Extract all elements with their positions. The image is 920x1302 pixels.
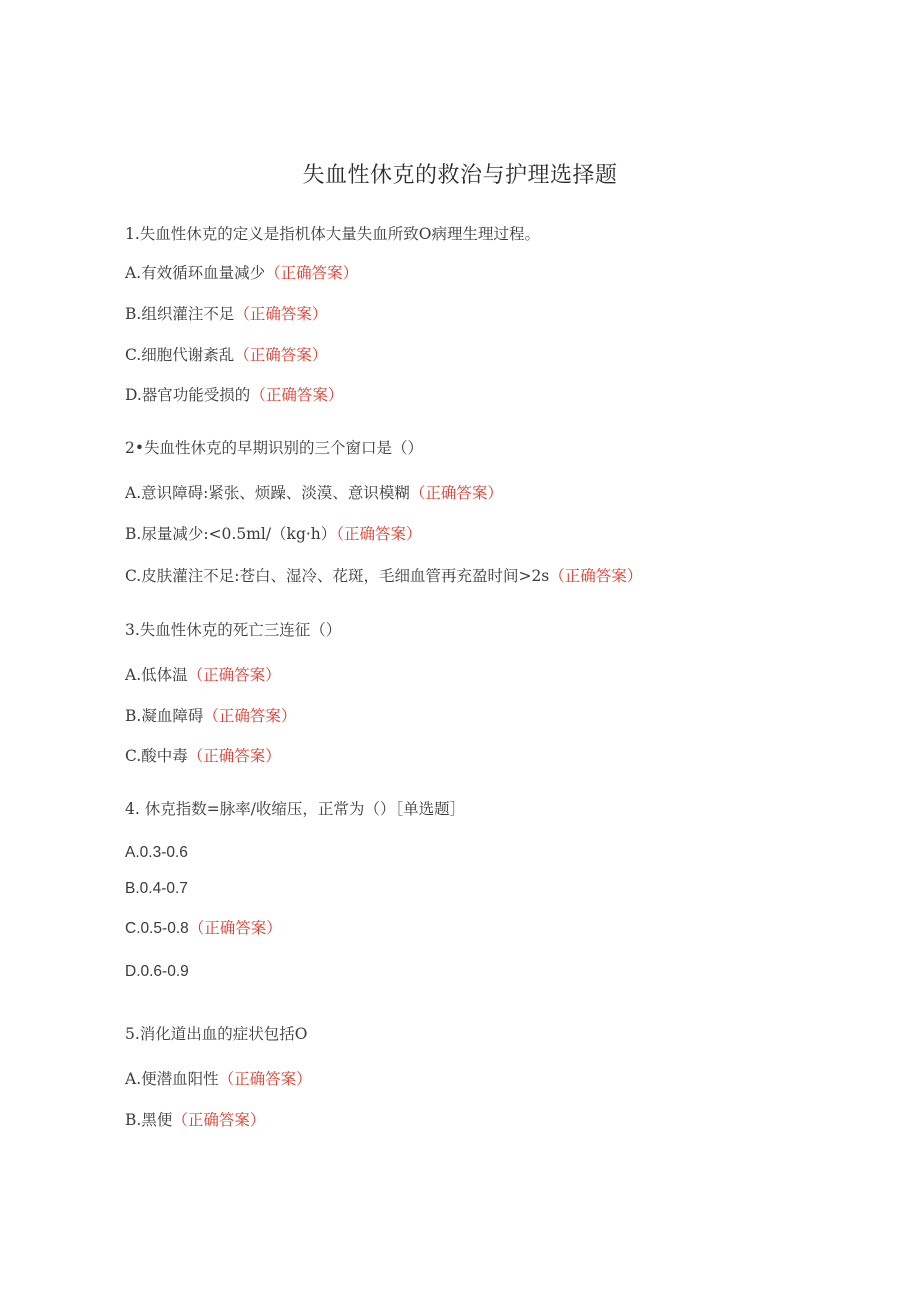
- document-title: 失血性休克的救治与护理选择题: [302, 163, 618, 188]
- question-4-option-d: [125, 961, 189, 983]
- question-4-option-a: [125, 842, 188, 864]
- question-5-option-a: [125, 1068, 312, 1090]
- correct-answer-mark: （正确答案）: [549, 567, 643, 585]
- question-3-option-c: [125, 745, 281, 767]
- option-text: A.0.3-0.6: [125, 844, 188, 861]
- question-4-option-b: [125, 878, 188, 900]
- option-text: C.皮肤灌注不足:苍白、湿冷、花斑，毛细血管再充盈时间>2s: [125, 567, 550, 585]
- question-1-stem: 1.失血性休克的定义是指机体大量失血所致O病理生理过程。: [125, 225, 540, 243]
- correct-answer-mark: （正确答案）: [409, 484, 503, 502]
- question-5-option-b: [125, 1109, 265, 1131]
- correct-answer-mark: （正确答案）: [172, 1111, 266, 1129]
- question-5-stem: 5.消化道出血的症状包括O: [125, 1025, 308, 1043]
- question-1-option-d: [125, 384, 343, 406]
- question-2-option-b: [125, 523, 422, 545]
- option-text: C.0.5-0.8: [125, 920, 189, 937]
- option-text: B.尿量减少:<0.5ml/（kg·h）: [125, 525, 337, 543]
- question-4-option-c: [125, 917, 282, 940]
- option-text: C.酸中毒: [125, 747, 188, 765]
- option-text: A.便潜血阳性: [125, 1070, 219, 1088]
- question-3-stem: 3.失血性休克的死亡三连征（）: [125, 621, 342, 639]
- correct-answer-mark: （正确答案）: [250, 386, 344, 404]
- correct-answer-mark: （正确答案）: [218, 1070, 312, 1088]
- question-2-stem: 2•失血性休克的早期识别的三个窗口是（）: [125, 439, 424, 457]
- correct-answer-mark: （正确答案）: [187, 747, 281, 765]
- correct-answer-mark: （正确答案）: [203, 707, 297, 725]
- correct-answer-mark: （正确答案）: [234, 346, 328, 364]
- question-4-stem: 4. 休克指数=脉率/收缩压，正常为（）［单选题］: [125, 800, 466, 818]
- correct-answer-mark: （正确答案）: [234, 305, 328, 323]
- question-1-option-b: [125, 303, 327, 325]
- question-1-option-c: [125, 344, 327, 366]
- option-text: B.凝血障碍: [125, 707, 204, 725]
- correct-answer-mark: （正确答案）: [265, 264, 359, 282]
- correct-answer-mark: （正确答案）: [187, 666, 281, 684]
- option-text: D.0.6-0.9: [125, 963, 189, 980]
- option-text: B.0.4-0.7: [125, 880, 188, 897]
- question-3-option-a: [125, 664, 281, 686]
- option-text: B.组织灌注不足: [125, 305, 235, 323]
- option-text: C.细胞代谢紊乱: [125, 346, 235, 364]
- option-text: D.器官功能受损的: [125, 386, 251, 404]
- question-2-option-c: [125, 565, 642, 587]
- option-text: A.低体温: [125, 666, 188, 684]
- question-1-option-a: [125, 262, 358, 284]
- correct-answer-mark: （正确答案）: [188, 919, 282, 937]
- question-3-option-b: [125, 705, 296, 727]
- option-text: A.意识障碍:紧张、烦躁、淡漠、意识模糊: [125, 484, 410, 502]
- option-text: A.有效循环血量减少: [125, 264, 266, 282]
- correct-answer-mark: （正确答案）: [336, 525, 422, 543]
- question-2-option-a: [125, 482, 503, 504]
- option-text: B.黑便: [125, 1111, 173, 1129]
